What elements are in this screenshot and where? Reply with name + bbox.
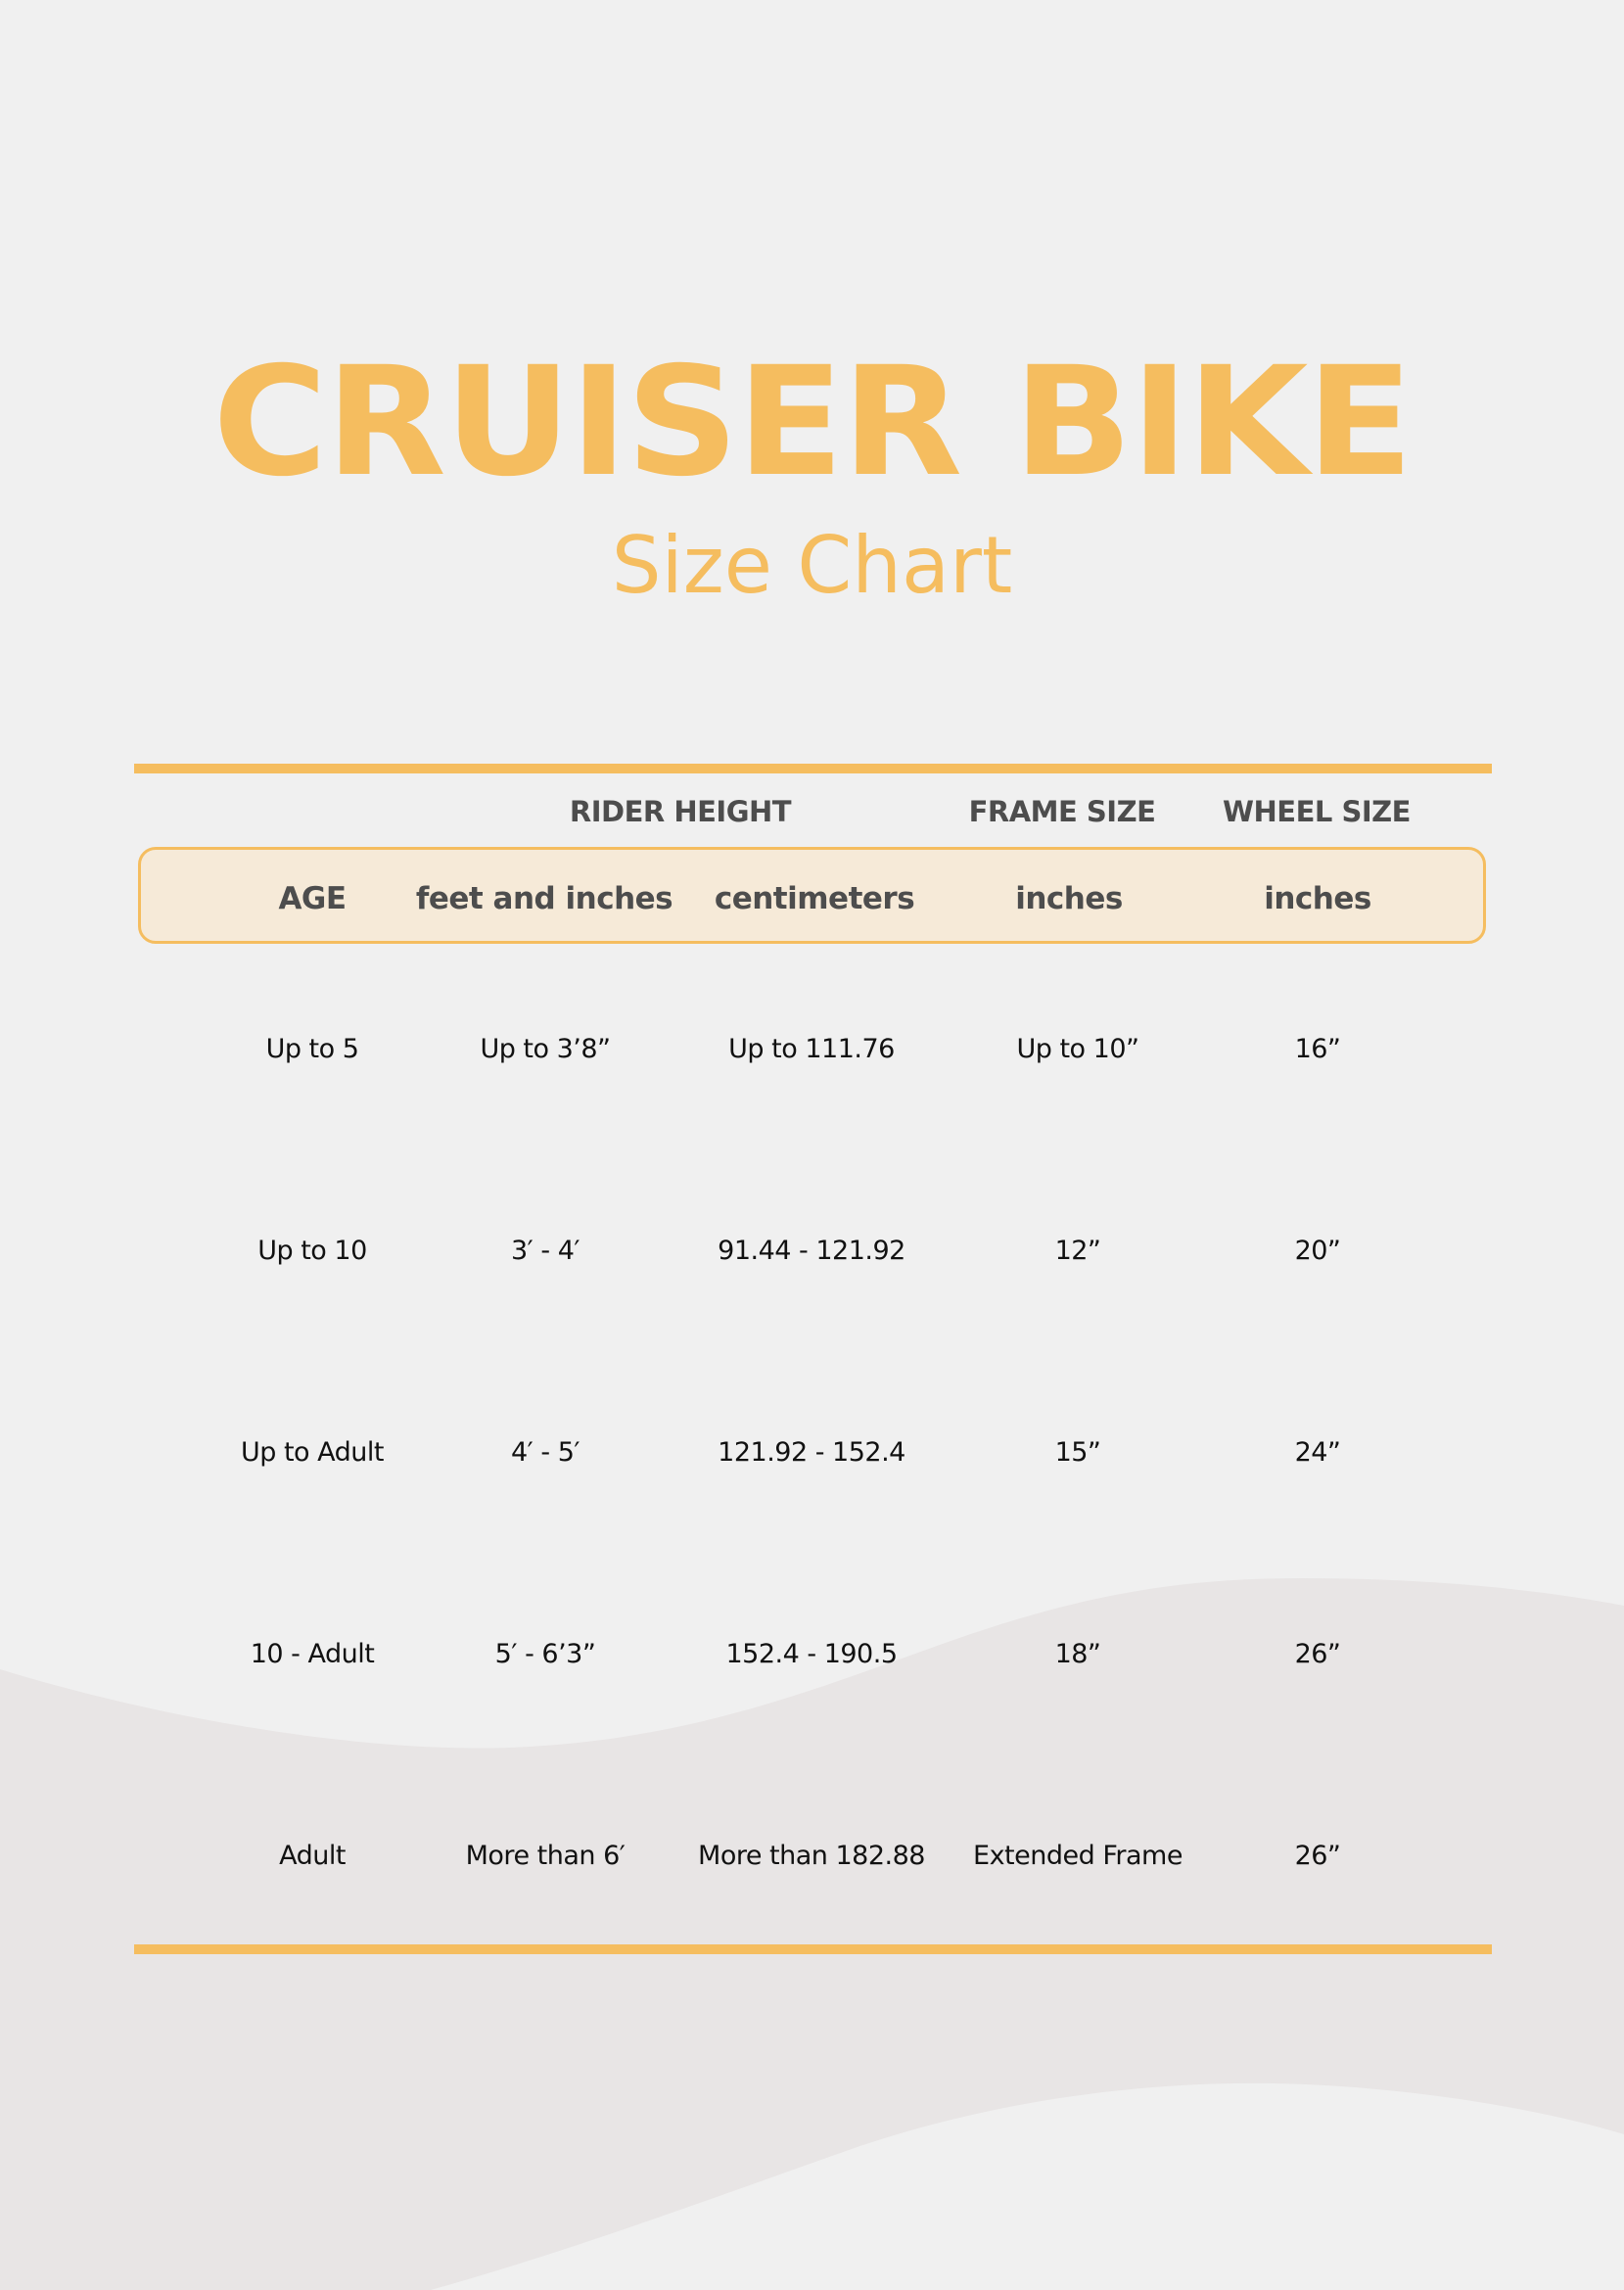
cell-centimeters: 91.44 - 121.92 xyxy=(718,1236,905,1266)
cell-centimeters: Up to 111.76 xyxy=(728,1034,895,1064)
page-subtitle: Size Chart xyxy=(611,520,1013,611)
table-bottom-rule xyxy=(134,1944,1492,1954)
cell-frame-size: 15” xyxy=(1054,1437,1101,1468)
cell-age: 10 - Adult xyxy=(250,1639,375,1669)
cell-frame-size: 18” xyxy=(1054,1639,1101,1669)
group-header-wheel-size: WHEEL SIZE xyxy=(1223,795,1411,828)
cell-frame-size: Up to 10” xyxy=(1016,1034,1139,1064)
page-title: CRUISER BIKE xyxy=(212,335,1412,510)
cell-centimeters: More than 182.88 xyxy=(698,1841,925,1871)
column-header-centimeters: centimeters xyxy=(714,881,915,916)
table-row xyxy=(0,1236,1624,1275)
cell-feet-inches: 3′ - 4′ xyxy=(510,1236,580,1266)
cell-feet-inches: More than 6′ xyxy=(465,1841,626,1871)
cell-age: Adult xyxy=(279,1841,346,1871)
cell-wheel-size: 20” xyxy=(1294,1236,1341,1266)
cell-wheel-size: 24” xyxy=(1294,1437,1341,1468)
cell-centimeters: 121.92 - 152.4 xyxy=(718,1437,905,1468)
cell-age: Up to 5 xyxy=(265,1034,359,1064)
cell-wheel-size: 16” xyxy=(1294,1034,1341,1064)
cell-frame-size: Extended Frame xyxy=(973,1841,1183,1871)
table-row xyxy=(0,1034,1624,1073)
column-header-wheel-inches: inches xyxy=(1264,881,1371,916)
group-header-frame-size: FRAME SIZE xyxy=(968,795,1156,828)
cell-feet-inches: Up to 3’8” xyxy=(480,1034,611,1064)
cell-centimeters: 152.4 - 190.5 xyxy=(725,1639,898,1669)
group-header-rider-height: RIDER HEIGHT xyxy=(569,795,792,828)
cell-age: Up to Adult xyxy=(240,1437,385,1468)
cell-feet-inches: 5′ - 6’3” xyxy=(494,1639,596,1669)
column-header-age: AGE xyxy=(278,881,347,916)
cell-age: Up to 10 xyxy=(257,1236,367,1266)
cell-wheel-size: 26” xyxy=(1294,1639,1341,1669)
cell-wheel-size: 26” xyxy=(1294,1841,1341,1871)
cell-frame-size: 12” xyxy=(1054,1236,1101,1266)
table-row xyxy=(0,1639,1624,1678)
table-row xyxy=(0,1841,1624,1880)
table-row xyxy=(0,1437,1624,1476)
cell-feet-inches: 4′ - 5′ xyxy=(510,1437,580,1468)
column-header-frame-inches: inches xyxy=(1015,881,1123,916)
column-header-feet-inches: feet and inches xyxy=(415,881,673,916)
table-top-rule xyxy=(134,764,1492,773)
